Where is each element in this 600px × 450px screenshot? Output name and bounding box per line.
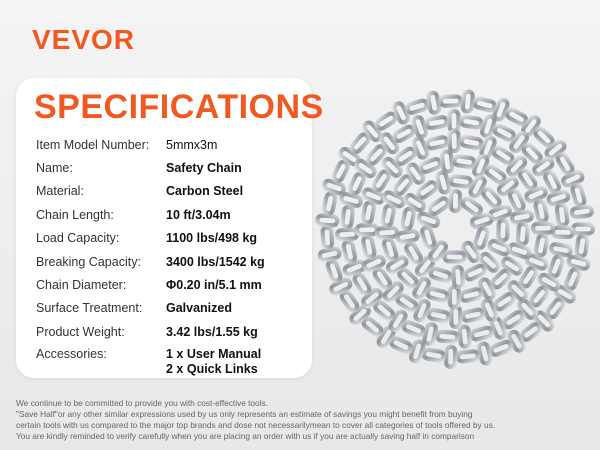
chain-link [423,349,444,361]
spec-label: Accessories: [36,346,107,361]
chain-link [556,153,574,175]
chain-link [430,268,452,283]
spec-row [36,320,306,343]
spec-value-list [166,347,261,377]
chain-link [374,301,395,321]
chain-link [488,240,510,256]
chain-link [576,236,588,257]
chain-link [436,172,450,194]
chain-link [444,252,464,261]
spec-label: Chain Length: [36,207,114,222]
chain-link [406,99,428,114]
spec-value: 5mmx3m [166,137,218,152]
chain-link [530,286,550,307]
chain-link [451,191,460,211]
chain-link [362,317,383,337]
chain-link [402,208,415,229]
chain-link [340,193,362,207]
spec-value: Galvanized [166,301,232,316]
spec-label: Name: [36,161,73,176]
chain-link [459,326,470,347]
chain-link [350,133,370,154]
spec-value: Safety Chain [166,161,242,176]
chain-link [485,165,506,184]
chain-link [462,309,483,322]
chain-link [393,125,415,142]
chain-link [317,215,338,225]
spec-value: Carbon Steel [166,184,244,199]
chain-link [454,156,475,168]
chain-link [460,288,482,302]
chain-link [323,193,336,214]
chain-link [343,241,356,262]
chain-link [449,111,458,131]
chain-link [423,323,436,345]
spec-label: Load Capacity: [36,231,120,246]
chain-link [556,204,568,225]
chain-link [550,243,571,256]
spec-row [36,273,306,296]
chain-link [535,235,548,256]
spec-row [36,297,306,320]
chain-link [479,252,500,272]
chain-link [319,248,340,261]
chain-link [471,327,493,341]
galvanized-chain-coil-image [312,84,598,374]
chain-link [428,309,449,322]
disclaimer [16,398,586,442]
chain-link [450,176,471,187]
chain-link [383,238,398,260]
chain-link [490,341,512,357]
chain-link [533,224,553,233]
spec-row [36,133,306,156]
chain-link [382,205,395,226]
chain-link [571,206,592,218]
chain-link [428,197,450,216]
spec-label: Item Model Number: [36,137,150,152]
chain-link [462,91,473,112]
chain-link [520,322,541,341]
chain-link [451,307,460,327]
spec-label: Breaking Capacity: [36,254,141,269]
chain-link [573,225,593,234]
chain-link [508,280,529,300]
chain-link [493,124,515,141]
chain-link [568,256,590,270]
spec-row [36,227,306,250]
chain-link [461,116,482,128]
spec-value: 3.42 lbs/1.55 kg [166,324,258,339]
chain-link [421,226,435,248]
chain-link [506,108,528,125]
chain-link [535,200,548,221]
chain-link [437,331,458,341]
chain-link [461,197,482,216]
disclaimer-line: "Save Half"or any other similar expressions used by us only represents an estimate of savings you might benefit from buying [16,409,473,419]
specifications-title: SPECIFICATIONS [34,88,324,126]
chain-link [383,282,403,303]
spec-row [36,180,306,203]
brand-logo: VEVOR [32,24,136,55]
chain-link [377,228,397,238]
chain-link [481,115,496,137]
chain-link [327,260,342,282]
spec-value: Φ0.20 in/5.1 mm [166,278,262,293]
chain-link [498,220,508,240]
chain-link [442,151,453,172]
spec-value: 1100 lbs/498 kg [166,231,258,246]
chain-link [478,343,491,365]
chain-link [353,273,371,295]
chain-link [553,227,573,237]
chain-link [427,288,449,302]
chain-link [428,92,440,113]
specifications-table [36,133,306,377]
accessory-item: 2 x Quick Links [166,361,258,376]
spec-row-accessories [36,344,306,377]
chain-link [546,298,565,319]
chain-link [362,236,375,257]
disclaimer-line: We continue to be committed to provide you with cost-effective tools. [16,398,268,408]
chain-link [410,340,425,362]
chain-link [337,229,357,239]
spec-label: Surface Treatment: [36,301,143,316]
disclaimer-line: certain tools with us compared to the major top brands and dose not necessarilymean to cover all categories of tools offered by us. [16,420,496,430]
chain-link [397,231,418,243]
chain-link [450,131,459,151]
chain-link [474,98,496,111]
spec-row [36,250,306,273]
spec-value: 10 ft/3.04m [166,207,231,222]
chain-link [457,351,478,362]
chain-link [494,292,516,311]
chain-link [357,225,377,234]
chain-link [565,268,581,290]
chain-link [474,227,489,249]
chain-link [461,136,482,149]
chain-link [382,157,403,177]
chain-link [511,211,532,223]
chain-link [342,207,353,228]
chain-link [403,321,425,337]
chain-link [375,112,397,130]
chain-link [362,202,375,223]
chain-link [426,136,447,149]
chain-link [508,243,530,258]
spec-label: Chain Diameter: [36,278,127,293]
spec-row [36,203,306,226]
chain-link [572,184,586,206]
chain-link [340,291,359,313]
chain-link [412,116,427,138]
chain-link [420,158,442,174]
chain-link [506,156,526,177]
disclaimer-line: You are kindly reminded to verify carefully when you are placing an order with us if you are actually saving half in comparison [16,431,475,441]
chain-link [363,121,383,142]
spec-row [36,156,306,179]
accessory-item: 1 x User Manual [166,346,262,361]
chain-link [453,267,463,288]
chain-link [332,160,349,182]
spec-label: Material: [36,184,84,199]
spec-label: Product Weight: [36,324,125,339]
chain-link [390,337,412,354]
chain-link [518,224,528,245]
chain-link [548,191,570,205]
chain-link [446,347,456,367]
spec-value: 3400 lbs/1542 kg [166,254,265,269]
chain-link [534,127,555,147]
chain-link [426,116,447,128]
chain-link [322,227,332,248]
chain-link [517,299,537,320]
chain-link [450,287,459,307]
chain-link [503,311,525,329]
chain-link [549,255,564,277]
chain-link [441,96,461,106]
specifications-card [16,78,324,378]
